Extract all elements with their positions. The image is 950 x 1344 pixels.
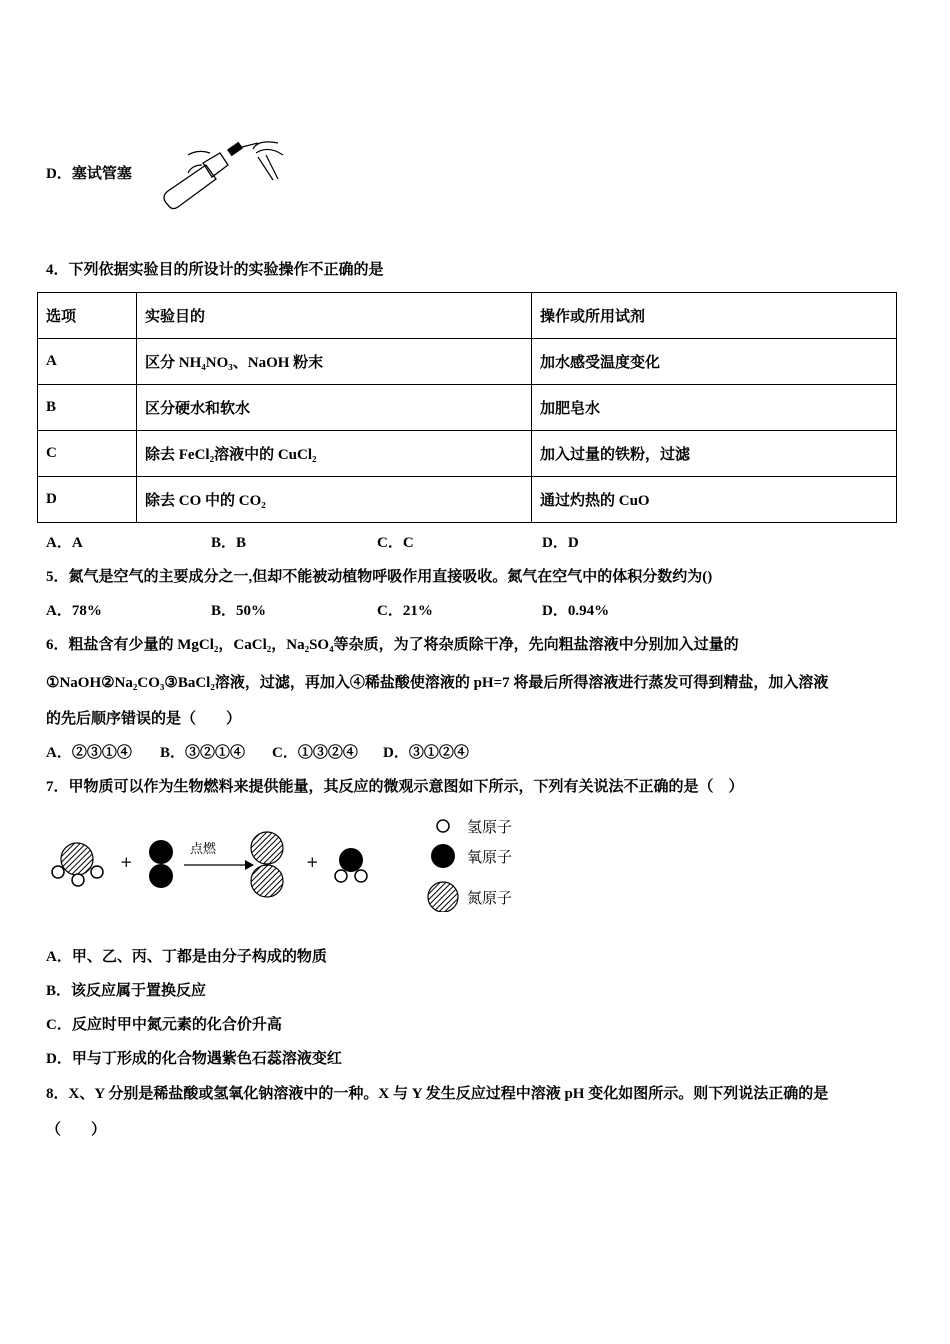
- q8-stem: 8．X、Y 分别是稀盐酸或氢氧化钠溶液中的一种。X 与 Y 发生反应过程中溶液 pH 变化如图所示。则下列说法正确的是: [46, 1086, 829, 1102]
- table-cell: 除去 FeCl₂溶液中的 CuCl₂: [137, 431, 532, 477]
- table-cell: B: [38, 385, 137, 431]
- table-row: [38, 339, 897, 385]
- q4-table: [37, 292, 897, 523]
- table-cell: C: [38, 431, 137, 477]
- nitrogen-atom-icon: [428, 882, 458, 912]
- q5-option-c[interactable]: C．21%: [377, 603, 433, 619]
- oxygen-atom-icon: [431, 844, 455, 868]
- molecule-o2: [149, 840, 173, 888]
- q5-option-d[interactable]: D．0.94%: [542, 603, 610, 619]
- q7-option-c[interactable]: C．反应时甲中氮元素的化合价升高: [46, 1017, 282, 1033]
- table-header: 选项: [38, 293, 137, 339]
- table-cell: D: [38, 477, 137, 523]
- legend-hydrogen: 氢原子: [467, 818, 513, 836]
- q5-option-b[interactable]: B．50%: [211, 603, 267, 619]
- molecule-nh3: [52, 843, 103, 886]
- molecule-n2: [251, 832, 283, 897]
- plus-sign: +: [120, 853, 133, 871]
- table-header: 实验目的: [137, 293, 532, 339]
- q4-stem: 4．下列依据实验目的所设计的实验操作不正确的是: [46, 262, 384, 278]
- table-row: [38, 385, 897, 431]
- q4-option-a[interactable]: A．A: [46, 535, 83, 551]
- q6-stem-line2: ①NaOH②Na₂CO₃③BaCl₂溶液，过滤，再加入④稀盐酸使溶液的 pH=7 将最后所得溶液进行蒸发可得到精盐，加入溶液: [46, 675, 829, 691]
- q7-option-a[interactable]: A．甲、乙、丙、丁都是由分子构成的物质: [46, 949, 327, 965]
- q4-option-d[interactable]: D．D: [542, 535, 579, 551]
- table-cell: 加水感受温度变化: [532, 339, 897, 385]
- table-header-row: [38, 293, 897, 339]
- legend-oxygen: 氧原子: [467, 848, 513, 866]
- reaction-condition: 点燃: [190, 842, 217, 857]
- q6-stem-line1: 6．粗盐含有少量的 MgCl₂，CaCl₂，Na₂SO₄等杂质，为了将杂质除干净，先向粗盐溶液中分别加入过量的: [46, 637, 739, 653]
- q5-option-a[interactable]: A．78%: [46, 603, 102, 619]
- q4-option-c[interactable]: C．C: [377, 535, 414, 551]
- molecule-h2o: [335, 848, 367, 882]
- q4-option-b[interactable]: B．B: [211, 535, 247, 551]
- q6-option-c[interactable]: C．①③②④: [272, 745, 358, 761]
- q5-stem: 5．氮气是空气的主要成分之一,但却不能被动植物呼吸作用直接吸收。氮气在空气中的体积分数约为(): [46, 569, 713, 585]
- table-cell: 通过灼热的 CuO: [532, 477, 897, 523]
- table-cell: 区分硬水和软水: [137, 385, 532, 431]
- table-cell: A: [38, 339, 137, 385]
- q6-option-d[interactable]: D．③①②④: [383, 745, 469, 761]
- table-cell: 加肥皂水: [532, 385, 897, 431]
- reaction-diagram: [40, 815, 440, 915]
- plus-sign: +: [306, 853, 319, 871]
- q7-option-b[interactable]: B．该反应属于置换反应: [46, 983, 207, 999]
- q6-option-b[interactable]: B．③②①④: [160, 745, 246, 761]
- q3-option-d: D．塞试管塞: [46, 166, 132, 182]
- table-cell: 除去 CO 中的 CO₂: [137, 477, 532, 523]
- table-row: [38, 431, 897, 477]
- table-cell: 加入过量的铁粉，过滤: [532, 431, 897, 477]
- test-tube-stopper-illustration: [158, 135, 298, 215]
- table-header: 操作或所用试剂: [532, 293, 897, 339]
- table-cell: 区分 NH₄NO₃、NaOH 粉末: [137, 339, 532, 385]
- legend-nitrogen: 氮原子: [467, 889, 513, 907]
- q6-option-a[interactable]: A．②③①④: [46, 745, 132, 761]
- q7-stem: 7．甲物质可以作为生物燃料来提供能量，其反应的微观示意图如下所示，下列有关说法不正确的是（ ）: [46, 779, 744, 795]
- q7-option-d[interactable]: D．甲与丁形成的化合物遇紫色石蕊溶液变红: [46, 1051, 342, 1067]
- q6-stem-line3: 的先后顺序错误的是（ ）: [46, 711, 242, 727]
- legend-icons: [425, 812, 465, 912]
- table-row: [38, 477, 897, 523]
- q8-stem-bracket: （ ）: [46, 1122, 107, 1138]
- hydrogen-atom-icon: [437, 820, 449, 832]
